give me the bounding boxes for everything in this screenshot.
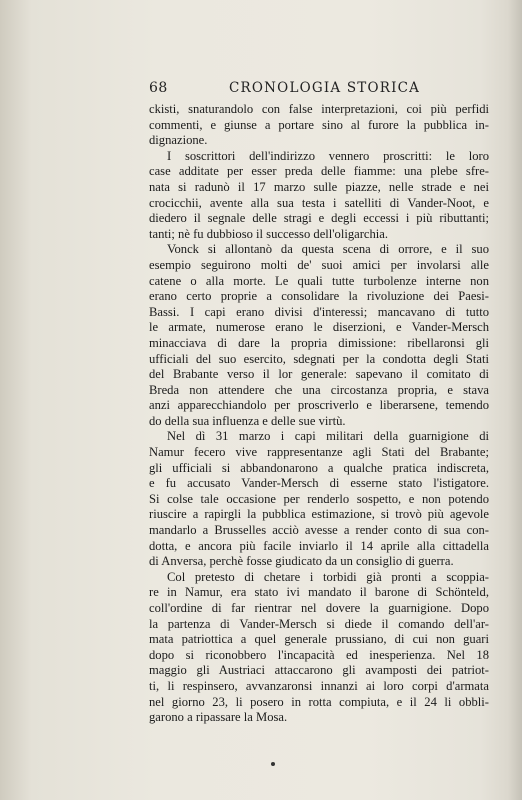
text-line: riuscire a rapirgli la pubblica estimazione, si trovò più agevole — [149, 507, 489, 522]
text-line: I soscrittori dell'indirizzo vennero proscritti: le loro — [167, 148, 489, 163]
text-line: Vonck si allontanò da questa scena di orrore, e il suo — [167, 242, 489, 257]
text-line: re in Namur, era stato ivi mandato il barone di Schönteld, — [149, 585, 489, 600]
page-number: 68 — [149, 80, 168, 96]
text-line: di Anversa, perchè fosse giudicato da un consiglio di guerra. — [149, 554, 454, 569]
text-line: nel giorno 23, li posero in rotta compiuta, e il 24 li obbli- — [149, 694, 489, 709]
text-line: do della sua influenza e delle sue virtù. — [149, 413, 346, 428]
text-line: Bassi. I capi erano divisi d'interessi; mancavano di tutto — [149, 304, 489, 319]
text-line: erano certo proprie a consolidare la rivoluzione dei Paesi- — [149, 289, 489, 304]
text-line: commenti, e giunse a portare sino al furore la pubblica in- — [149, 117, 489, 132]
text-line: Breda non attendere che una circostanza propria, e stava — [149, 382, 489, 397]
text-line: mandarlo a Brusselles acciò avesse a render conto di sua con- — [149, 523, 489, 538]
text-line: diedero il segnale delle stragi e degli eccessi i più ributtanti; — [149, 211, 489, 226]
text-line: case additate per esser preda delle fiamme: una plebe sfre- — [149, 164, 489, 179]
page-mark — [271, 762, 275, 766]
running-title: CRONOLOGIA STORICA — [229, 80, 421, 96]
text-line: la partenza di Vander-Mersch si diede il comando dell'ar- — [149, 616, 489, 631]
text-line: esempio seguirono molti de' suoi amici per involarsi alle — [149, 257, 489, 272]
text-line: gli ufficiali si abbandonarono a qualche pratica indiscreta, — [149, 460, 489, 475]
text-line: mata patriottica a quel generale prussiano, di cui non guari — [149, 632, 489, 647]
text-line: nata si radunò il 17 marzo sulle piazze, nelle strade e nei — [149, 179, 489, 194]
text-line: anzi apparecchiandolo per proscriverlo e liberarsene, temendo — [149, 398, 489, 413]
text-line: catene o alla morte. Le quali tutte turbolenze interne non — [149, 273, 489, 288]
text-line: e fu accusato Vander-Mersch di esserne stato l'istigatore. — [149, 476, 489, 491]
text-line: garono a ripassare la Mosa. — [149, 710, 288, 725]
page-edge-shadow — [508, 0, 522, 800]
text-line: coll'ordine di far rientrar nel dovere la guarnigione. Dopo — [149, 601, 489, 615]
text-line: dotta, e ancora più facile inviarlo il 14 aprile alla cittadella — [149, 538, 489, 553]
text-line: Namur fecero vive rappresentanze agli Stati del Brabante; — [149, 445, 489, 460]
text-line: minacciava di dare la propria dimissione: ribellaronsi gli — [149, 335, 489, 350]
text-line: ufficiali del suo esercito, sdegnati per la condotta degli Stati — [149, 351, 489, 366]
text-line: ti, li respinsero, avvanzaronsi innanzi ai loro corpi d'armata — [149, 678, 489, 693]
text-line: dopo si riconobbero l'incapacità ed inesperienza. Nel 18 — [149, 647, 489, 662]
text-line: Col pretesto di chetare i torbidi già pronti a scoppia- — [167, 569, 489, 584]
page-header — [149, 80, 489, 100]
text-line: Si colse tale occasione per renderlo sospetto, e non potendo — [149, 491, 489, 506]
text-line: dignazione. — [149, 133, 208, 148]
text-line: del Brabante verso il lor generale: sapevano il comitato di — [149, 367, 489, 382]
text-line: crocicchii, avente alla sua testa i satelliti di Vander-Noot, e — [149, 195, 489, 210]
text-line: tanti; nè fu dubbioso il successo dell'oligarchia. — [149, 226, 389, 241]
text-line: ckisti, snaturandolo con false interpretazioni, coi più perfidi — [149, 102, 489, 116]
text-line: le armate, numerose erano le diserzioni, e Vander-Mersch — [149, 320, 489, 335]
body-text — [149, 102, 489, 726]
text-line: maggio gli Austriaci attaccarono gli avamposti dei patriot- — [149, 663, 489, 678]
text-line: Nel dì 31 marzo i capi militari della guarnigione di — [167, 429, 489, 444]
